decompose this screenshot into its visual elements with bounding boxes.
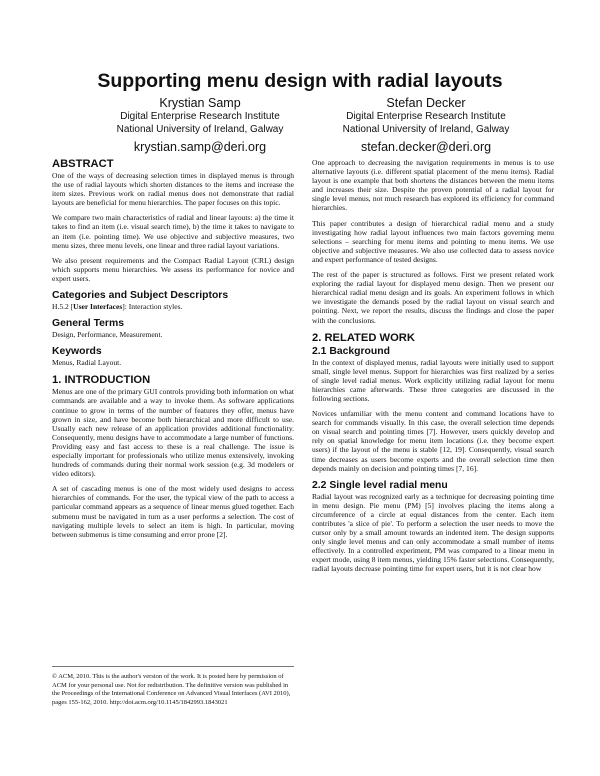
author-name: Krystian Samp [159, 96, 241, 110]
keywords-text: Menus, Radial Layout. [52, 358, 122, 368]
introduction-paragraph: A set of cascading menus is one of the most widely used designs to access hierarchies of commands. For the user, the typical view of the path to access a particular command appears as a sequence of linear menus glued together. Each submenu must be navigated in turn as a user performs a selection. The cost of navigating multiple levels to select an item is high. In particular, moving between submenus is time consuming and error prone [2]. [52, 484, 294, 539]
paper-title: Supporting menu design with radial layouts [97, 70, 503, 92]
abstract-paragraph: We compare two main characteristics of radial and linear layouts: a) the time it takes to find an item (i.e. visual search time), b) the time it takes to navigate to an item (i.e. pointing time). We use objective and subjective measures, two menu sizes, three menu levels, one linear and three radial layout variations. [52, 213, 294, 250]
single-level-paragraph: Radial layout was recognized early as a technique for decreasing pointing time in menu design. Pie menu (PM) [5] involves placing the items along a circumference of a circle at equal distances from the center. Each item contributes 'a slice of pie'. To perform a selection the user needs to move the cursor only by a small amount towards an indented item. The design supports only single level menus and can only accommodate a small number of items effectively. In a controlled experiment, PM was compared to a linear menu in expert mode, using 8 item menus, yielding 15% faster selections. Consequently, radial layouts decrease pointing time for expert users, but it is not clear how [312, 491, 554, 574]
author-name: Stefan Decker [386, 96, 466, 110]
categories-text: H.5.2 [User Interfaces]: Interaction styles. [52, 302, 183, 312]
background-paragraph: In the context of displayed menus, radial layouts were initially used to support small, single level menus. Support for hierarchies was first realized by a series of single level radial menus. Work explicitly utilizing radial layout for menu hierarchies came afterwards. These three categories are discussed in the following sections. [312, 357, 554, 403]
author-block-2 [316, 96, 536, 155]
author-block-1 [90, 96, 310, 155]
related-work-heading: 2. RELATED WORK [312, 331, 415, 344]
introduction-paragraph: Menus are one of the primary GUI controls providing both information on what commands are available and a way to invoke them. As software applications continue to grow in terms of the number of features they offer, menus have grown in size, and have become both hierarchical and more difficult to use. Usually each new release of an application provides additional functionality. Consequently, menu designs have to accommodate a large number of functions. Providing easy and fast access to these is a real challenge. The issue is especially important for professionals who utilize menus extensively, invoking hundreds of commands during their normal work session (e.g. 3d modelers or video editors). [52, 387, 294, 479]
intro-paragraph: This paper contributes a design of hierarchical radial menu and a study investigating how radial layout influences two main factors governing menu selections – searching for menu items and pointing to menu items. We use objective and subjective measures. We also use collected data to assess novice and expert performance of tested designs. [312, 218, 554, 264]
general-terms-heading: General Terms [52, 318, 124, 330]
copyright-text: © ACM, 2010. This is the author's version of the work. It is posted here by permission of ACM for your personal use. Not for redistribution. The definitive version was published in the Proceedings of the International Conference on Advanced Visual Interfaces (AVI 2010), pages 155-162, 2010. http://doi.acm.org/10.1145/1842993.1843021 [52, 673, 291, 706]
intro-paragraph: One approach to decreasing the navigation requirements in menus is to use alternative layouts (i.e. different spatial placement of the menu items). Radial layout is one example that both shortens the distances between the menu items and increases their size. Despite the proven potential of a radial layout for single level menus, not much research has explored its efficiency for command hierarchies. [312, 158, 554, 213]
abstract-heading: ABSTRACT [52, 158, 114, 170]
keywords-heading: Keywords [52, 346, 102, 358]
introduction-heading: 1. INTRODUCTION [52, 374, 151, 387]
author-email: krystian.samp@deri.org [133, 140, 267, 154]
author-institute: Digital Enterprise Research Institute [346, 111, 506, 122]
author-institute: Digital Enterprise Research Institute [120, 111, 280, 122]
left-column [52, 158, 294, 545]
right-column [312, 158, 554, 580]
author-email: stefan.decker@deri.org [360, 140, 492, 154]
author-university: National University of Ireland, Galway [116, 123, 284, 135]
author-university: National University of Ireland, Galway [342, 123, 510, 135]
footnote-rule [52, 666, 294, 667]
abstract-paragraph: We also present requirements and the Compact Radial Layout (CRL) design which supports menu hierarchies. We assess its performance for novice and expert users. [52, 255, 294, 283]
background-heading: 2.1 Background [312, 345, 390, 357]
abstract-paragraph: One of the ways of decreasing selection times in displayed menus is through the use of radial layouts which shorten distances to the items and increase the item sizes. Previous work on radial menus does not demonstrate that radial layouts are beneficial for menu hierarchies. The paper focuses on this topic. [52, 171, 294, 208]
single-level-heading: 2.2 Single level radial menu [312, 479, 448, 491]
general-terms-text: Design, Performance, Measurement. [52, 330, 163, 340]
background-paragraph: Novices unfamiliar with the menu content and command locations have to search for commands visually. In this case, the overall selection time depends on visual search and pointing times [7]. However, users quickly develop and rely on spatial knowledge for menu item locations (i.e. they become expert users) if the layout of the menu is stable [12, 19]. Consequently, visual search time decreases as users become experts and the overall selection time then depends mainly on decision and pointing times [7, 16]. [312, 409, 554, 473]
categories-heading: Categories and Subject Descriptors [52, 290, 229, 302]
copyright-notice [52, 673, 294, 713]
intro-paragraph: The rest of the paper is structured as follows. First we present related work exploring the radial layout for displayed menu design. Then we present our hierarchical radial menu design and its goals. An experiment follows in which we investigate the demands posed by the radial layout on visual search and pointing. Next, we report the results, discuss the findings and close the paper with the conclusions. [312, 270, 554, 325]
